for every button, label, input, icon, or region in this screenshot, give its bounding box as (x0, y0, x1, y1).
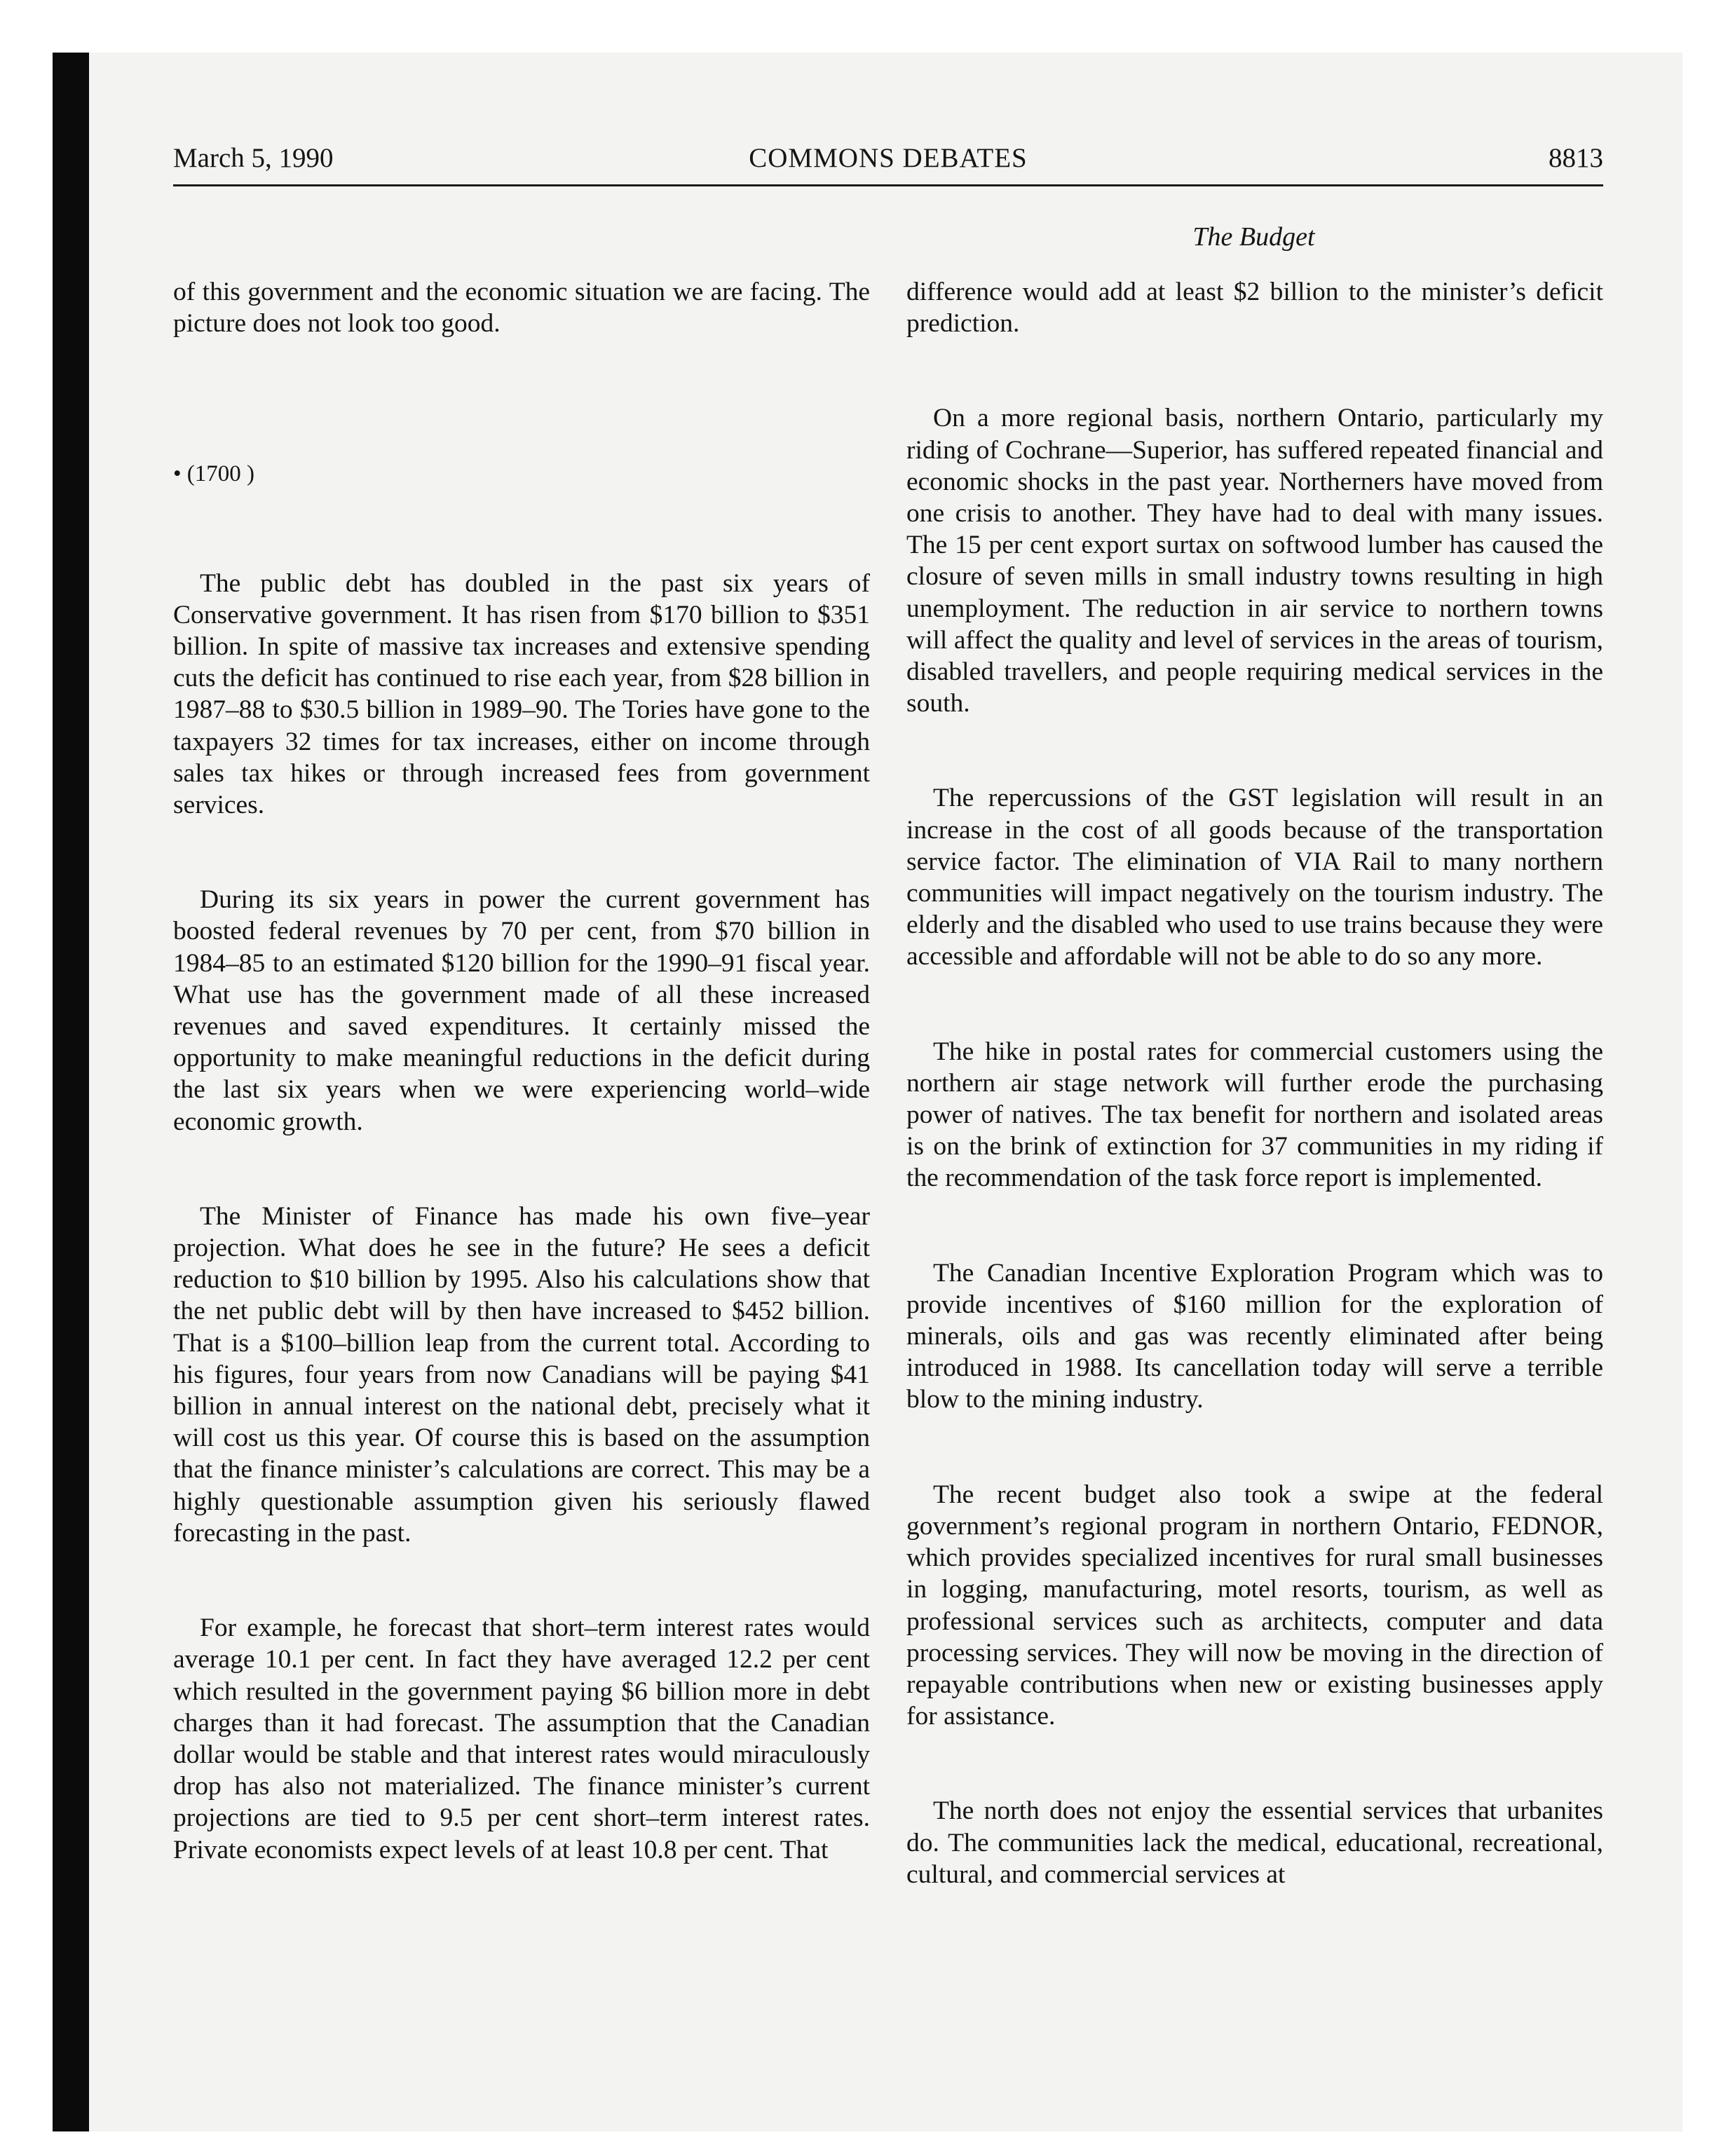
paragraph: During its six years in power the current government has boosted federal revenues by 70 per cent, from $70 billion in 1984–85 to an estimated $120 billion for the 1990–91 fiscal year. What use has the government made of all these increased revenues and saved expenditures. It certainly missed the opportunity to make meaningful reductions in the deficit during the last six years when we were experiencing world–wide economic growth. (173, 885, 870, 1136)
header-page-number: 8813 (1549, 143, 1603, 173)
section-title: The Budget (1192, 222, 1315, 252)
paragraph: The Minister of Finance has made his own five–year projection. What does he see in the future? He sees a deficit reduction to $10 billion by 1995. Also his calculations show that the net public debt will by then have increased to $452 billion. That is a $100–billion leap from the current total. According to his figures, four years from now Canadians will be paying $41 billion in annual interest on the national debt, precisely what it will cost us this year. Of course this is based on the assumption that the finance minister’s calculations are correct. This may be a highly questionable assumption given his seriously flawed forecasting in the past. (173, 1201, 870, 1548)
paragraph: For example, he forecast that short–term interest rates would average 10.1 per cent. In fact they have averaged 12.2 per cent which resulted in the government paying $6 billion more in debt charges than it had forecast. The assumption that the Canadian dollar would be stable and that interest rates would miraculously drop has also not materialized. The finance minister’s current projections are tied to 9.5 per cent short–term interest rates. Private economists expect levels of at least 10.8 per cent. That (173, 1613, 870, 1864)
paragraph: The public debt has doubled in the past six years of Conservative government. It has risen from $170 billion to $351 billion. In spite of massive tax increases and extensive spending cuts the deficit has continued to rise each year, from $28 billion in 1987–88 to $30.5 billion in 1989–90. The Tories have gone to the taxpayers 32 times for tax increases, either on income through sales tax hikes or through increased fees from government services. (173, 568, 870, 820)
paragraph: The repercussions of the GST legislation will result in an increase in the cost of all goods because of the transportation service factor. The elimination of VIA Rail to many northern communities will impact negatively on the tourism industry. The elderly and the disabled who used to use trains because they were accessible and affordable will not be able to do so any more. (906, 784, 1603, 971)
paragraph: On a more regional basis, northern Ontario, particularly my riding of Cochrane—Superior, has suffered repeated financial and economic shocks in the past year. Northerners have moved from one crisis to another. They have had to deal with many issues. The 15 per cent export surtax on softwood lumber has caused the closure of seven mills in small industry towns resulting in high unemployment. The reduction in air service to northern towns will affect the quality and level of services in the areas of tourism, disabled travellers, and people requiring medical services in the south. (906, 404, 1603, 718)
time-marker: • (1700 ) (173, 461, 255, 487)
right-column (906, 276, 1603, 1953)
left-column (173, 276, 870, 1929)
scan-border (53, 53, 89, 2131)
paragraph: difference would add at least $2 billion to the minister’s deficit prediction. (906, 278, 1603, 339)
header-publication: COMMONS DEBATES (749, 143, 1028, 173)
paragraph: of this government and the economic situation we are facing. The picture does not look too good. (173, 278, 870, 339)
running-head (173, 142, 1603, 184)
paragraph: The Canadian Incentive Exploration Program which was to provide incentives of $160 million for the exploration of minerals, oils and gas was recently eliminated after being introduced in 1988. Its cancellation today will serve a terrible blow to the mining industry. (906, 1258, 1603, 1414)
paragraph: The recent budget also took a swipe at the federal government’s regional program in northern Ontario, FEDNOR, which provides specialized incentives for rural small businesses in logging, manufacturing, motel resorts, tourism, as well as professional services such as architects, computer and data processing services. They will now be moving in the direction of repayable contributions when new or existing businesses apply for assistance. (906, 1480, 1603, 1731)
header-date: March 5, 1990 (173, 143, 334, 173)
paragraph: The north does not enjoy the essential services that urbanites do. The communities lack the medical, educational, recreational, cultural, and commercial services at (906, 1796, 1603, 1889)
paragraph: The hike in postal rates for commercial customers using the northern air stage network will further erode the purchasing power of natives. The tax benefit for northern and isolated areas is on the brink of extinction for 37 communities in my riding if the recommendation of the task force report is implemented. (906, 1037, 1603, 1193)
header-rule (173, 184, 1603, 186)
